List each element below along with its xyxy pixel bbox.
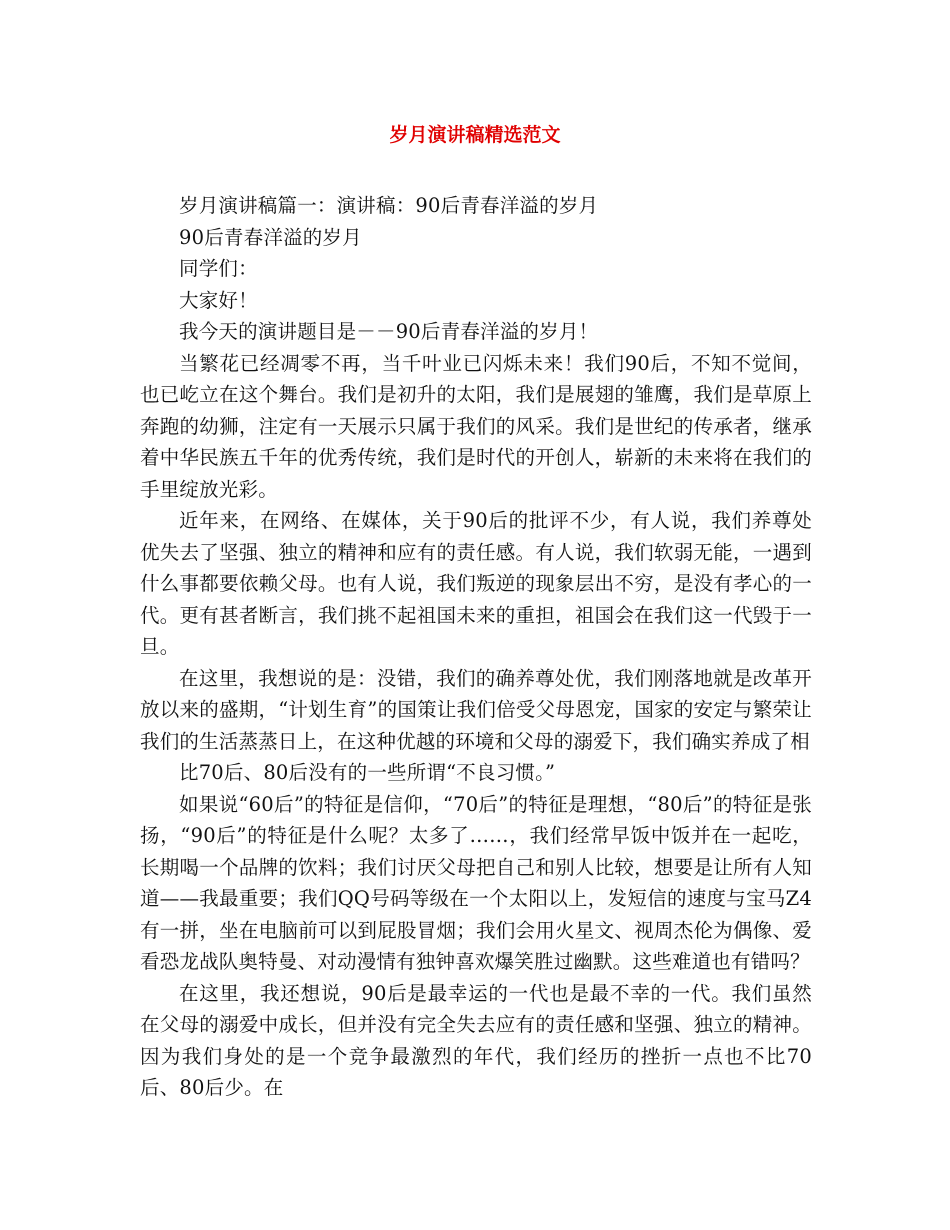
paragraph-7: 近年来，在网络、在媒体，关于90后的批评不少，有人说，我们养尊处优失去了坚强、独立的精神和应有的责任感。有人说，我们软弱无能，一遇到什么事都要依赖父母。也有人说，我们叛逆的现象层出不穷，是没有孝心的一代。更有甚者断言，我们挑不起祖国未来的重担，祖国会在我们这一代毁于一旦。 [140, 509, 812, 658]
document-title: 岁月演讲稿精选范文 [389, 124, 561, 146]
paragraph-9: 比70后、80后没有的一些所谓“不良习惯。” [179, 761, 556, 784]
paragraph-4: 大家好！ [179, 288, 258, 312]
paragraph-8: 在这里，我想说的是：没错，我们的确养尊处优，我们刚落地就是改革开放以来的盛期，“计划生育”的国策让我们倍受父母恩宠，国家的安定与繁荣让我们的生活蒸蒸日上，在这种优越的环境和父母的溺爱下，我们确实养成了相 [140, 666, 812, 753]
paragraph-3: 同学们： [179, 257, 258, 280]
paragraph-5: 我今天的演讲题目是－－90后青春洋溢的岁月！ [179, 320, 599, 343]
paragraph-2: 90后青春洋溢的岁月 [179, 225, 362, 249]
paragraph-11: 在这里，我还想说，90后是最幸运的一代也是最不幸的一代。我们虽然在父母的溺爱中成长，但并没有完全失去应有的责任感和坚强、独立的精神。因为我们身处的是一个竞争最激烈的年代，我们经历的挫折一点也不比70后、80后少。在 [140, 981, 812, 1099]
paragraph-10: 如果说“60后”的特征是信仰，“70后”的特征是理想，“80后”的特征是张扬，“90后”的特征是什么呢？太多了……，我们经常早饭中饭并在一起吃，长期喝一个品牌的饮料；我们讨厌父母把自己和别人比较，想要是让所有人知道——我最重要；我们QQ号码等级在一个太阳以上，发短信的速度与宝马Z4有一拼，坐在电脑前可以到屁股冒烟；我们会用火星文、视周杰伦为偶像、爱看恐龙战队奥特曼、对动漫情有独钟喜欢爆笑胜过幽默。这些难道也有错吗？ [140, 792, 812, 973]
document-body [140, 190, 812, 1104]
paragraph-1: 岁月演讲稿篇一：演讲稿：90后青春洋溢的岁月 [179, 194, 599, 217]
paragraph-6: 当繁花已经凋零不再，当千叶业已闪烁未来！我们90后，不知不觉间，也已屹立在这个舞台。我们是初升的太阳，我们是展翅的雏鹰，我们是草原上奔跑的幼狮，注定有一天展示只属于我们的风采。我们是世纪的传承者，继承着中华民族五千年的优秀传统，我们是时代的开创人，崭新的未来将在我们的手里绽放光彩。 [140, 351, 812, 501]
